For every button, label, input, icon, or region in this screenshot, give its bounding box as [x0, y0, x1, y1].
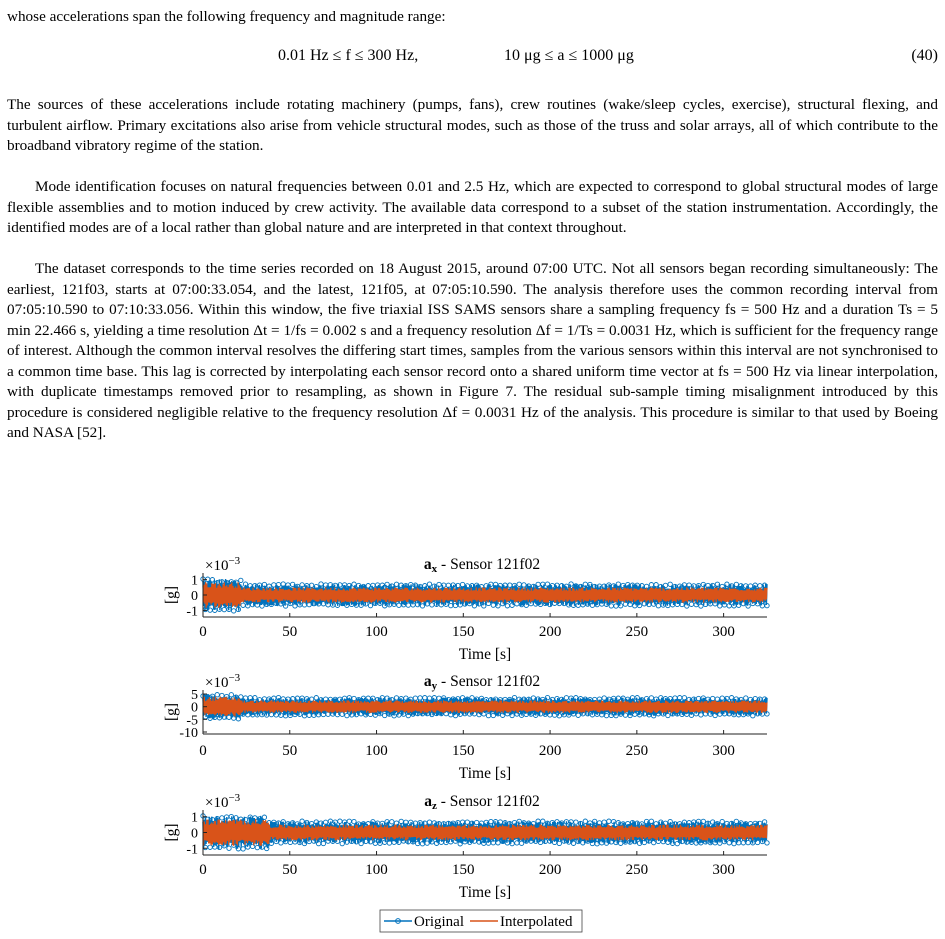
series-point-original: [340, 841, 344, 845]
series-point-original: [460, 582, 464, 586]
x-axis-label: Time [s]: [458, 884, 512, 901]
series-point-original: [616, 821, 620, 825]
series-point-original: [616, 582, 620, 586]
series-point-original: [718, 712, 722, 716]
series-point-original: [418, 696, 422, 700]
chart-legend: [380, 910, 582, 932]
series-point-original: [505, 604, 509, 608]
series-point-original: [215, 693, 219, 697]
series-point-original: [557, 714, 561, 718]
chart-title: ay - Sensor 121f02: [423, 673, 541, 692]
series-point-original: [255, 845, 259, 849]
series-point-original: [352, 819, 356, 823]
series-point-original: [383, 713, 387, 717]
series-point-original: [427, 696, 431, 700]
series-point-original: [437, 696, 441, 700]
y-tick-label: 0: [191, 826, 198, 842]
series-point-original: [758, 584, 762, 588]
series-point-original: [737, 841, 741, 845]
series-point-original: [366, 584, 370, 588]
series-point-original: [595, 842, 599, 846]
series-point-original: [208, 608, 212, 612]
series-point-original: [583, 819, 587, 823]
chart-panel-x: [163, 555, 769, 663]
series-point-original: [515, 841, 519, 845]
axis-exponent-label: $\times 10^{-3}$: [205, 792, 241, 811]
series-point-original: [711, 696, 715, 700]
x-tick-label: 200: [538, 743, 562, 759]
series-point-original: [675, 841, 679, 845]
chart-panel-y: [163, 672, 769, 782]
series-point-original: [607, 819, 611, 823]
series-point-original: [368, 603, 372, 607]
series-point-original: [682, 696, 686, 700]
series-point-original: [324, 583, 328, 587]
y-axis-label: [g]: [163, 823, 180, 842]
y-axis-label: [g]: [163, 702, 180, 722]
series-point-original: [390, 820, 394, 824]
series-point-original: [321, 841, 325, 845]
series-point-original: [269, 712, 273, 716]
series-point-original: [666, 713, 670, 717]
y-tick-label: -10: [179, 726, 198, 741]
series-point-original: [699, 713, 703, 717]
series-point-original: [420, 604, 424, 608]
series-point-original: [210, 578, 214, 582]
series-point-original: [734, 582, 738, 586]
x-tick-label: 250: [625, 624, 649, 640]
series-point-original: [489, 819, 493, 823]
series-point-original: [609, 604, 613, 608]
series-point-original: [576, 713, 580, 717]
x-tick-label: 150: [452, 862, 475, 878]
series-point-original: [718, 604, 722, 608]
x-tick-label: 250: [625, 743, 649, 759]
series-point-original: [399, 819, 403, 823]
series-point-original: [765, 841, 769, 845]
series-point-original: [720, 819, 724, 823]
series-point-original: [649, 696, 653, 700]
series-point-original: [470, 696, 474, 700]
series-point-original: [427, 820, 431, 824]
series-point-original: [222, 607, 226, 611]
series-point-original: [744, 696, 748, 700]
series-point-original: [272, 583, 276, 587]
series-point-original: [491, 603, 495, 607]
series-point-original: [619, 841, 623, 845]
series-point-original: [725, 582, 729, 586]
series-point-original: [486, 713, 490, 717]
series-point-original: [515, 602, 519, 606]
x-tick-label: 50: [282, 743, 298, 759]
series-point-original: [208, 845, 212, 849]
series-point-original: [314, 696, 318, 700]
series-point-original: [557, 841, 561, 845]
x-tick-label: 300: [712, 862, 735, 878]
equation-rhs: 10 μg ≤ a ≤ 1000 μg: [504, 47, 634, 64]
paragraph-sources: The sources of these accelerations include rotating machinery (pumps, fans), crew routines (wake/sleep cycles, exercise), structural flexing, and turbulent airflow. Primary excitations also arise from vehicle structural modes, such as those of the truss and solar arrays, all of which contribute to the broadband vibratory regime of the station.: [7, 96, 938, 154]
series-point-original: [232, 609, 236, 613]
series-point-original: [751, 714, 755, 718]
axis-exponent-label: $\times 10^{-3}$: [205, 672, 241, 691]
series-point-original: [649, 583, 653, 587]
series-point-original: [732, 841, 736, 845]
legend-label-original: Original: [414, 914, 464, 930]
x-tick-label: 100: [365, 743, 388, 759]
series-point-original: [430, 603, 434, 607]
x-axis-label: Time [s]: [458, 765, 512, 782]
series-point-original: [755, 840, 759, 844]
series-point-original: [213, 845, 217, 849]
axis-exponent-label: $\times 10^{-3}$: [205, 555, 241, 574]
y-tick-label: 1: [191, 810, 198, 826]
series-point-original: [465, 820, 469, 824]
series-point-original: [373, 841, 377, 845]
y-tick-label: -1: [186, 842, 198, 858]
x-tick-label: 100: [365, 624, 388, 640]
x-tick-label: 150: [452, 743, 475, 759]
series-point-original: [720, 696, 724, 700]
series-point-original: [491, 713, 495, 717]
series-point-original: [262, 697, 266, 701]
series-point-original: [545, 695, 549, 699]
series-point-original: [746, 840, 750, 844]
series-point-original: [531, 696, 535, 700]
series-point-original: [229, 693, 233, 697]
x-tick-label: 150: [452, 624, 475, 640]
series-point-original: [279, 713, 283, 717]
series-point-original: [727, 604, 731, 608]
series-point-original: [220, 816, 224, 820]
y-tick-label: -1: [186, 604, 198, 620]
series-point-original: [352, 696, 356, 700]
series-point-original: [614, 604, 618, 608]
series-point-original: [519, 841, 523, 845]
x-tick-label: 250: [625, 862, 649, 878]
series-point-original: [701, 819, 705, 823]
y-tick-label: 1: [191, 573, 198, 589]
series-point-original: [281, 582, 285, 586]
series-point-original: [338, 819, 342, 823]
series-point-original: [760, 604, 764, 608]
series-point-original: [748, 584, 752, 588]
series-point-original: [472, 604, 476, 608]
series-point-original: [727, 841, 731, 845]
series-point-original: [741, 841, 745, 845]
series-point-original: [241, 603, 245, 607]
series-point-original: [302, 603, 306, 607]
series-point-original: [668, 582, 672, 586]
chart-panel-z: [163, 792, 769, 901]
series-point-original: [729, 696, 733, 700]
series-point-original: [300, 819, 304, 823]
equation-lhs: 0.01 Hz ≤ f ≤ 300 Hz,: [278, 47, 419, 64]
series-point-original: [496, 604, 500, 608]
x-tick-label: 0: [199, 743, 207, 759]
series-point-original: [217, 845, 221, 849]
x-axis-label: Time [s]: [458, 646, 512, 663]
series-point-original: [713, 713, 717, 717]
series-point-original: [475, 820, 479, 824]
series-point-original: [604, 713, 608, 717]
series-point-original: [571, 841, 575, 845]
series-point-original: [397, 603, 401, 607]
series-point-original: [633, 604, 637, 608]
series-point-original: [359, 841, 363, 845]
series-point-original: [564, 696, 568, 700]
series-point-original: [345, 713, 349, 717]
legend-label-interpolated: Interpolated: [500, 914, 573, 930]
series-point-original: [262, 815, 266, 819]
x-tick-label: 300: [712, 624, 735, 640]
series-point-original: [689, 602, 693, 606]
series-point-original: [385, 582, 389, 586]
x-tick-label: 50: [282, 862, 298, 878]
series-point-original: [241, 847, 245, 851]
series-point-original: [279, 841, 283, 845]
paragraph-dataset: The dataset corresponds to the time series recorded on 18 August 2015, around 07:00 UTC. Not all sensors began recording simultaneously: The earliest, 121f03, starts at 07:00:33.054, and the latest, 121f05, at 07:05:10.590. The analysis therefore uses the common recording interval from 07:05:10.590 to 07:10:33.056. Within this window, the five triaxial ISS SAMS sensors share a sampling frequency fs = 500 Hz and a duration Ts = 5 min 22.466 s, yielding a time resolution Δt = 1/fs = 0.002 s and a frequency resolution Δf = 1/Ts = 0.0031 Hz, which is sufficient for the frequency range of interest. Although the common interval resolves the differing start times, samples from the various sensors within this interval are not synchronised to a common time base. This lag is corrected by interpolating each sensor record onto a shared uniform time vector at fs = 500 Hz via linear interpolation, with duplicate timestamps removed prior to resampling, as shown in Figure 7. The residual sub-sample timing misalignment introduced by this procedure is considered negligible relative to the frequency resolution Δf = 0.0031 Hz of the analysis. This procedure is similar to that used by Boeing and NASA [52].: [7, 260, 938, 441]
series-point-original: [227, 846, 231, 850]
series-point-original: [347, 819, 351, 823]
y-tick-label: 0: [191, 700, 198, 716]
series-point-original: [453, 603, 457, 607]
chart-title: az - Sensor 121f02: [424, 793, 540, 812]
series-point-original: [265, 846, 269, 850]
x-tick-label: 200: [538, 862, 562, 878]
x-tick-label: 100: [365, 862, 388, 878]
series-point-original: [649, 819, 653, 823]
series-point-original: [239, 578, 243, 582]
series-point-original: [496, 841, 500, 845]
y-tick-label: 5: [191, 688, 198, 704]
x-tick-label: 200: [538, 624, 562, 640]
series-point-original: [394, 582, 398, 586]
series-point-original: [574, 820, 578, 824]
series-point-original: [569, 582, 573, 586]
series-point-original: [663, 583, 667, 587]
intro-line: whose accelerations span the following frequency and magnitude range:: [7, 8, 446, 25]
series-point-original: [734, 819, 738, 823]
y-tick-label: -5: [186, 713, 198, 729]
series-point-original: [522, 583, 526, 587]
x-tick-label: 0: [199, 624, 207, 640]
series-point-original: [460, 696, 464, 700]
series-point-original: [656, 604, 660, 608]
series-point-original: [413, 696, 417, 700]
y-tick-label: 0: [191, 589, 198, 604]
y-axis-label: [g]: [163, 585, 180, 605]
series-point-original: [541, 582, 545, 586]
series-point-original: [316, 841, 320, 845]
paragraph-mode-identification: Mode identification focuses on natural frequencies between 0.01 and 2.5 Hz, which are expected to correspond to global structural modes of large flexible assemblies and to motion induced by crew activity. The available data correspond to a subset of the station instrumentation. Accordingly, the identified modes are of a local rather than global nature and are interpreted in that context throughout.: [7, 178, 938, 236]
series-point-original: [460, 820, 464, 824]
series-point-original: [652, 840, 656, 844]
equation-number: (40): [911, 47, 938, 64]
series-point-original: [406, 603, 410, 607]
series-point-original: [602, 696, 606, 700]
series-point-original: [737, 603, 741, 607]
series-point-original: [510, 603, 514, 607]
series-point-original: [517, 582, 521, 586]
series-point-original: [394, 821, 398, 825]
x-tick-label: 300: [712, 743, 735, 759]
series-point-original: [239, 695, 243, 699]
series-point-original: [243, 696, 247, 700]
series-point-original: [628, 602, 632, 606]
series-point-original: [274, 713, 278, 717]
series-point-original: [423, 696, 427, 700]
x-tick-label: 50: [282, 624, 298, 640]
x-tick-label: 0: [199, 862, 207, 878]
series-point-original: [602, 820, 606, 824]
chart-title: ax - Sensor 121f02: [423, 556, 541, 575]
